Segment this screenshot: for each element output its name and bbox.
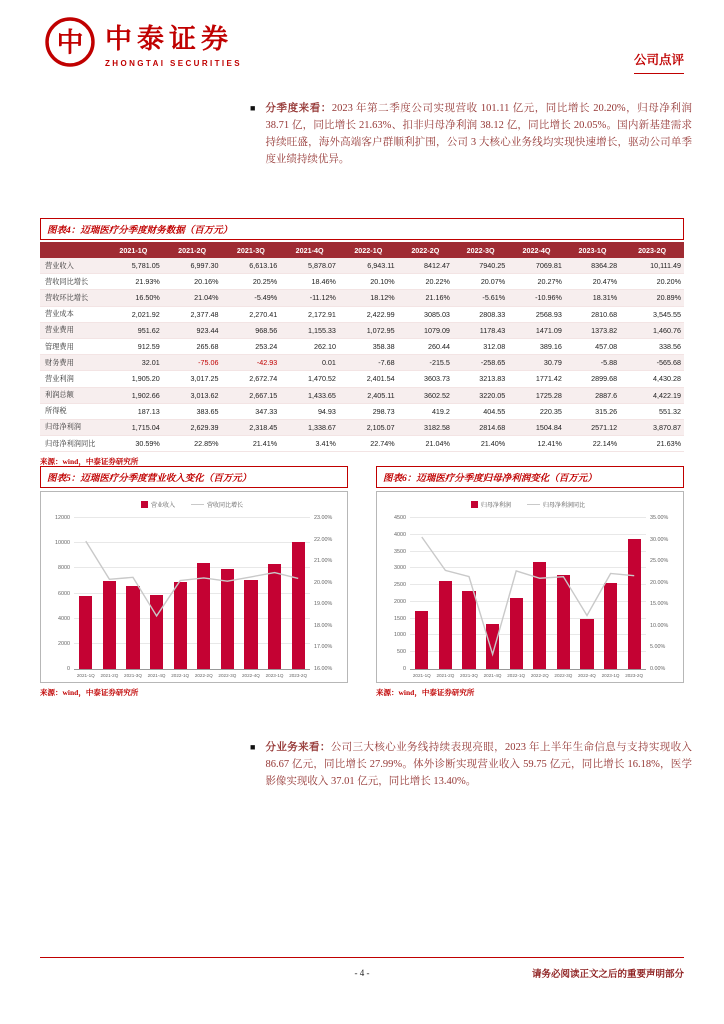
quarter-header: 2022-1Q	[339, 242, 398, 258]
x-axis-labels	[410, 673, 646, 678]
line-swatch-icon	[527, 504, 540, 505]
table-cell: 265.68	[196, 342, 219, 352]
table-cell: 20.20%	[656, 277, 681, 287]
y-axis-right-label: 23.00%	[314, 515, 333, 521]
y-axis-left-label: 12000	[55, 515, 70, 521]
x-axis-labels	[74, 673, 310, 678]
table-cell: 923.44	[196, 325, 219, 335]
table-cell: 2,105.07	[366, 422, 395, 432]
table-row	[40, 306, 684, 322]
y-axis-left-label: 1500	[394, 615, 406, 622]
y-axis-right-label: 21.00%	[314, 558, 333, 565]
table-cell: 20.27%	[537, 277, 562, 287]
table-cell: 419.2	[431, 406, 450, 416]
row-label: 营业费用	[45, 325, 74, 335]
x-axis-label: 2021-2Q	[100, 673, 119, 678]
table-header-row	[40, 242, 684, 258]
table-cell: 1079.09	[423, 325, 450, 335]
brand-text	[105, 17, 242, 68]
table-cell: 2571.12	[591, 422, 618, 432]
y-axis-left-label: 0	[67, 666, 70, 672]
table-row	[40, 387, 684, 403]
table-row	[40, 355, 684, 371]
table-cell: 22.14%	[592, 439, 618, 449]
table-cell: 12.41%	[537, 439, 562, 449]
y-axis-left-label: 0	[403, 666, 406, 672]
table-cell: 912.59	[137, 342, 160, 352]
table-row	[40, 338, 684, 354]
table-cell: 3,013.62	[190, 390, 219, 400]
y-axis-right-label: 30.00%	[650, 536, 669, 543]
table-cell: 187.13	[137, 406, 160, 416]
y-axis-left-label: 6000	[58, 590, 70, 597]
y-axis-left-label: 2500	[394, 582, 406, 589]
table-cell: 21.40%	[480, 439, 506, 449]
table-cell: 94.93	[317, 406, 336, 416]
table-cell: 6,943.11	[367, 261, 395, 271]
table-cell: 1,905.20	[131, 374, 160, 384]
bar-swatch-icon	[471, 501, 478, 508]
table-cell: 5,878.07	[307, 261, 336, 271]
y-axis-left-label: 2000	[58, 640, 70, 647]
row-label: 所得税	[45, 406, 67, 416]
paragraph-text	[265, 739, 692, 790]
corner-header	[40, 242, 104, 258]
y-axis-right-label: 20.00%	[650, 579, 669, 586]
legend-item-line	[527, 500, 585, 509]
table-cell: 2887.6	[595, 390, 618, 400]
y-axis-right-label: 25.00%	[650, 558, 669, 565]
table-cell: 20.07%	[480, 277, 506, 287]
table-cell: 951.62	[137, 325, 160, 335]
table-cell: 1504.84	[535, 422, 562, 432]
table-cell: 8364.28	[591, 261, 618, 271]
table-row	[40, 436, 684, 452]
table-cell: -5.61%	[482, 293, 506, 303]
brand-name-en: ZHONGTAI SECURITIES	[105, 58, 243, 68]
table-cell: -258.65	[480, 358, 506, 368]
table-cell: 6,997.30	[190, 261, 219, 271]
legend-item-bar	[471, 500, 511, 509]
table-cell: 253.24	[255, 342, 278, 352]
table-cell: 3,017.25	[190, 374, 219, 384]
x-axis-label: 2023-2Q	[625, 673, 644, 678]
x-axis-label: 2022-2Q	[194, 673, 213, 678]
table-row	[40, 403, 684, 419]
x-axis-label: 2021-1Q	[412, 673, 431, 678]
plot-area	[394, 515, 669, 672]
table-cell: 1471.09	[535, 325, 562, 335]
table-cell: 315.26	[595, 406, 618, 416]
table-cell: 262.10	[313, 342, 336, 352]
table-cell: 1771.42	[535, 374, 562, 384]
table-cell: 2814.68	[479, 422, 506, 432]
y-axis-right-label: 20.00%	[314, 579, 333, 586]
table-cell: 2,270.41	[249, 309, 278, 319]
bar-swatch-icon	[141, 501, 148, 508]
quarter-header: 2021-3Q	[221, 242, 280, 258]
y-axis-left-label: 4000	[394, 531, 406, 538]
y-axis-right-label: 5.00%	[650, 644, 666, 651]
y-axis-right-label: 19.00%	[314, 601, 333, 608]
table-cell: 2,672.74	[249, 374, 278, 384]
y-axis-right-label: 18.00%	[314, 622, 333, 629]
table-cell: 2,401.54	[366, 374, 395, 384]
growth-line	[410, 518, 646, 669]
quarter-header: 2023-2Q	[620, 242, 684, 258]
table-row	[40, 322, 684, 338]
x-axis-label: 2022-2Q	[530, 673, 549, 678]
table-cell: 2,377.48	[190, 309, 219, 319]
y-axis-left-label: 2000	[394, 598, 406, 605]
legend-label: 营收同比增长	[207, 503, 244, 509]
table-cell: 20.10%	[370, 277, 395, 287]
figure-6-source: 来源：wind，中泰证券研究所	[376, 688, 475, 697]
table-cell: 2,318.45	[249, 422, 278, 432]
footer-divider	[40, 957, 684, 958]
table-cell: 22.85%	[194, 439, 219, 449]
paragraph-lead: 分季度来看：	[265, 103, 332, 114]
x-axis-label: 2022-1Q	[507, 673, 526, 678]
quarter-header: 2021-1Q	[104, 242, 163, 258]
x-axis-label: 2022-3Q	[218, 673, 237, 678]
table-cell: -7.68	[378, 358, 395, 368]
table-cell: 8412.47	[423, 261, 450, 271]
table-cell: 18.12%	[370, 293, 395, 303]
table-cell: 32.01	[141, 358, 160, 368]
x-axis-label: 2021-4Q	[147, 673, 166, 678]
table-cell: 2808.33	[479, 309, 506, 319]
x-axis-label: 2022-1Q	[171, 673, 190, 678]
y-axis-left-label: 500	[397, 649, 406, 656]
row-label: 归母净利润同比	[45, 438, 96, 448]
row-label: 营收环比增长	[45, 292, 89, 302]
table-cell: 1,470.52	[307, 374, 336, 384]
table-cell: 383.65	[196, 406, 219, 416]
y-axis-right-label: 10.00%	[650, 622, 669, 629]
table-cell: 21.16%	[425, 293, 450, 303]
footer-disclaimer: 请务必阅读正文之后的重要声明部分	[531, 970, 684, 980]
table-row	[40, 290, 684, 306]
table-cell: 2,629.39	[190, 422, 219, 432]
charts-row	[40, 466, 684, 698]
table-cell: 20.47%	[592, 277, 618, 287]
table-row	[40, 419, 684, 435]
table-cell: -5.88	[600, 358, 618, 368]
table-row	[40, 274, 684, 290]
table-cell: 21.04%	[425, 439, 450, 449]
table-cell: -565.68	[656, 358, 681, 368]
figure-5-title: 图表5：迈瑞医疗分季度营业收入变化（百万元）	[40, 466, 348, 488]
table-cell: -5.49%	[254, 293, 278, 303]
table-cell: 3,870.87	[653, 422, 681, 432]
quarter-header: 2021-4Q	[280, 242, 339, 258]
table-cell: -11.12%	[309, 293, 336, 303]
table-cell: 3,545.55	[653, 309, 681, 319]
table-cell: 21.41%	[252, 439, 278, 449]
figure-4-title: 图表4：迈瑞医疗分季度财务数据（百万元）	[40, 218, 684, 240]
table-cell: 1,155.33	[307, 325, 336, 335]
table-cell: 3603.73	[423, 374, 450, 384]
row-label: 营收同比增长	[45, 276, 89, 286]
table-cell: 2,021.92	[131, 309, 160, 319]
figure-4-source: 来源：wind，中泰证券研究所	[40, 457, 139, 467]
table-row	[40, 258, 684, 274]
row-label: 营业收入	[45, 260, 74, 270]
paragraph-body: 公司三大核心业务线持续表现亮眼，2023 年上半年生命信息与支持实现收入 86.67 亿元，同比增长 27.99%。体外诊断实现营业收入 59.75 亿元，同比增长 16.18%，医学影像实现收入 37.01 亿元，同比增长 13.40%。	[265, 742, 693, 787]
table-cell: 3213.83	[479, 374, 506, 384]
quarter-header: 2023-1Q	[565, 242, 620, 258]
row-label: 管理费用	[45, 341, 74, 351]
net-profit-chart	[376, 491, 684, 683]
quarter-header: 2022-2Q	[398, 242, 453, 258]
y-axis-left-label: 4500	[394, 515, 406, 521]
x-axis-label: 2022-4Q	[578, 673, 596, 678]
table-cell: 1,338.67	[307, 422, 336, 432]
zhongtai-emblem-icon	[44, 16, 96, 68]
line-swatch-icon	[191, 504, 204, 505]
table-cell: 30.79	[543, 358, 562, 368]
y-axis-right-label: 17.00%	[314, 644, 333, 651]
y-axis-right-label: 35.00%	[650, 515, 669, 521]
table-cell: 3085.03	[423, 309, 450, 319]
table-cell: 1,072.95	[366, 325, 395, 335]
table-cell: 7940.25	[479, 261, 506, 271]
table-cell: 968.56	[255, 325, 278, 335]
table-cell: 21.93%	[135, 277, 160, 287]
quarter-header: 2022-4Q	[508, 242, 565, 258]
quarterly-financial-table	[40, 242, 684, 452]
chart-legend	[410, 500, 646, 509]
table-cell: 3182.58	[423, 422, 450, 432]
table-cell: 7069.81	[535, 261, 562, 271]
table-cell: 21.63%	[656, 439, 681, 449]
table-cell: 10,111.49	[650, 261, 681, 271]
y-axis-left-label: 3500	[394, 548, 406, 555]
figure-5-source: 来源：wind，中泰证券研究所	[40, 688, 139, 697]
table-cell: 20.16%	[194, 277, 219, 287]
brand-logo	[44, 16, 242, 68]
table-cell: 1,715.04	[131, 422, 160, 432]
table-cell: 2810.68	[591, 309, 618, 319]
chart-legend	[74, 500, 310, 509]
legend-item-bar	[141, 500, 175, 509]
table-cell: 1,902.66	[131, 390, 160, 400]
table-cell: 20.22%	[425, 277, 450, 287]
y-axis-left-label: 4000	[58, 615, 70, 622]
row-label: 归母净利润	[45, 422, 81, 432]
table-cell: 30.59%	[135, 439, 160, 449]
y-axis-right-label: 22.00%	[314, 536, 333, 543]
brand-name-cn: 中泰证券	[105, 23, 233, 54]
quarterly-summary-paragraph	[250, 100, 692, 168]
revenue-chart	[40, 491, 348, 683]
quarter-header: 2021-2Q	[163, 242, 222, 258]
table-cell: 389.16	[539, 342, 562, 352]
table-cell: 0.01	[321, 358, 336, 368]
plot-area	[55, 515, 333, 672]
business-summary-paragraph	[250, 739, 692, 790]
growth-line	[74, 518, 310, 669]
table-cell: 18.31%	[592, 293, 618, 303]
y-axis-right-label: 16.00%	[314, 666, 333, 672]
x-axis-label: 2022-4Q	[242, 673, 260, 678]
table-cell: 457.08	[595, 342, 618, 352]
table-cell: 6,613.16	[249, 261, 278, 271]
table-cell: 2,172.91	[307, 309, 336, 319]
table-cell: 312.08	[483, 342, 506, 352]
table-cell: 358.38	[372, 342, 395, 352]
table-cell: 3602.52	[423, 390, 450, 400]
table-cell: 3220.05	[479, 390, 506, 400]
table-cell: 347.33	[255, 406, 278, 416]
y-axis-left-label: 8000	[58, 565, 70, 572]
table-cell: 1178.43	[479, 325, 506, 335]
table-cell: 20.89%	[656, 293, 681, 303]
figure-6-title: 图表6：迈瑞医疗分季度归母净利润变化（百万元）	[376, 466, 684, 488]
table-cell: 5,781.05	[131, 261, 160, 271]
legend-label: 归母净利润同比	[543, 503, 586, 509]
table-cell: 20.25%	[252, 277, 278, 287]
table-cell: 551.32	[659, 406, 681, 416]
figure-6-net-profit	[376, 466, 684, 698]
table-cell: 2899.68	[591, 374, 618, 384]
table-body	[40, 258, 684, 452]
figure-4-section	[40, 218, 684, 467]
y-axis-left-label: 1000	[394, 632, 406, 639]
table-cell: 1,433.65	[307, 390, 336, 400]
row-label: 利润总额	[45, 390, 74, 400]
paragraph-body: 2023 年第二季度公司实现营收 101.11 亿元，同比增长 20.20%，归母净利润 38.71 亿，同比增长 21.63%、扣非归母净利润 38.12 亿，同比增长 20.05%。国内新基建需求持续旺盛，海外高端客户群顺利扩围，公司 3 大核心业务线均实现快速增长，驱动公司单季度业绩持续优异。	[265, 103, 692, 165]
table-cell: 1725.28	[535, 390, 562, 400]
x-axis-label: 2021-2Q	[436, 673, 455, 678]
x-axis-label: 2023-1Q	[265, 673, 284, 678]
table-cell: 338.56	[659, 342, 681, 352]
table-cell: 260.44	[427, 342, 450, 352]
table-cell: 16.50%	[135, 293, 160, 303]
table-cell: -42.93	[256, 358, 278, 368]
svg-text:中: 中	[56, 27, 84, 58]
bullet-square-icon: ■	[250, 742, 256, 752]
x-axis-label: 2021-4Q	[483, 673, 502, 678]
x-axis-label: 2022-3Q	[554, 673, 573, 678]
table-cell: 3.41%	[315, 439, 336, 449]
x-axis-label: 2021-1Q	[76, 673, 95, 678]
table-cell: 2,667.15	[249, 390, 278, 400]
bullet-square-icon: ■	[250, 103, 256, 113]
paragraph-lead: 分业务来看：	[265, 742, 331, 753]
table-cell: 4,422.19	[653, 390, 681, 400]
y-axis-right-label: 0.00%	[650, 666, 666, 672]
y-axis-left-label: 10000	[55, 540, 70, 547]
table-cell: 404.55	[483, 406, 506, 416]
x-axis-label: 2023-2Q	[289, 673, 308, 678]
row-label: 财务费用	[45, 357, 74, 367]
legend-label: 归母净利润	[480, 503, 511, 509]
figure-5-revenue	[40, 466, 348, 698]
table-cell: 4,430.28	[653, 374, 681, 384]
row-label: 营业成本	[45, 309, 74, 319]
table-cell: 2,405.11	[367, 390, 395, 400]
table-cell: 2568.93	[535, 309, 562, 319]
paragraph-text	[265, 100, 692, 168]
table-cell: 2,422.99	[366, 309, 395, 319]
legend-label: 营业收入	[150, 503, 175, 509]
table-cell: 18.46%	[311, 277, 336, 287]
table-cell: 1,460.76	[653, 325, 681, 335]
table-cell: 298.73	[372, 406, 395, 416]
row-label: 营业利润	[45, 373, 74, 383]
table-cell: -215.5	[429, 358, 450, 368]
table-cell: 1373.82	[591, 325, 618, 335]
table-row	[40, 371, 684, 387]
x-axis-label: 2021-3Q	[124, 673, 142, 678]
table-cell: 220.35	[539, 406, 562, 416]
table-cell: -75.06	[198, 358, 219, 368]
report-type-label: 公司点评	[634, 50, 684, 74]
x-axis-label: 2023-1Q	[601, 673, 620, 678]
y-axis-left-label: 3000	[394, 565, 406, 572]
table-cell: -10.96%	[535, 293, 562, 303]
quarter-header: 2022-3Q	[453, 242, 508, 258]
table-cell: 22.74%	[370, 439, 395, 449]
y-axis-right-label: 15.00%	[650, 601, 669, 608]
x-axis-label: 2021-3Q	[460, 673, 478, 678]
table-cell: 21.04%	[194, 293, 219, 303]
page-number: - 4 -	[354, 968, 370, 978]
legend-item-line	[191, 500, 243, 509]
